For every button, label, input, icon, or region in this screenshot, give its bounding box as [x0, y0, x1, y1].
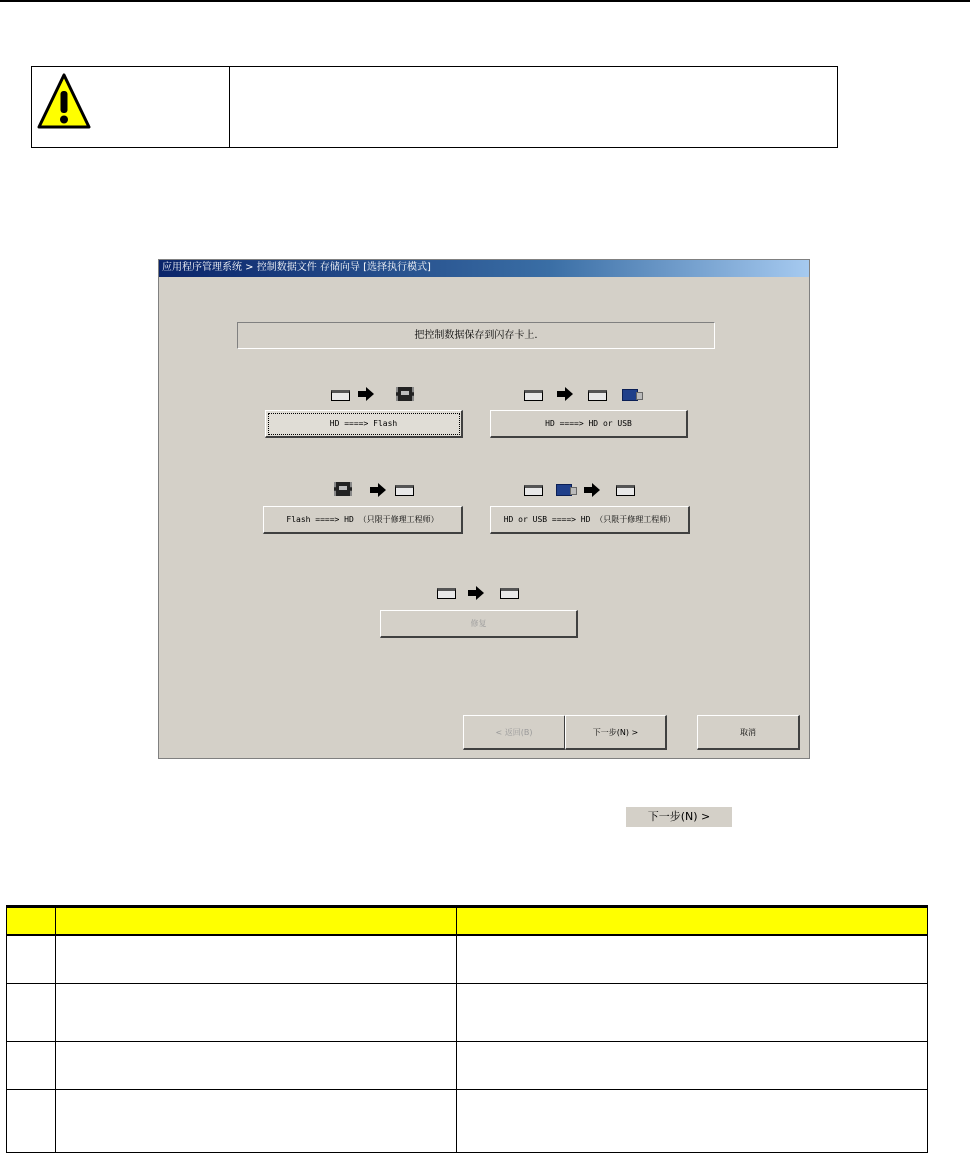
table-cell	[456, 1089, 928, 1152]
usb-drive-icon	[556, 484, 572, 496]
back-button[interactable]: < 返回(B)	[463, 715, 566, 750]
table-row	[7, 935, 928, 983]
flash-chip-icon	[396, 387, 414, 401]
table-row	[7, 1089, 928, 1152]
warning-box	[31, 66, 838, 148]
next-button[interactable]: 下一步(N) >	[565, 715, 667, 750]
description-table	[6, 905, 928, 1153]
right-arrow-icon	[370, 483, 386, 497]
hard-drive-icon	[524, 485, 543, 496]
cancel-button[interactable]: 取消	[697, 715, 800, 750]
table-cell	[55, 935, 456, 983]
table-header-cell	[456, 907, 928, 936]
hard-drive-icon	[395, 485, 414, 496]
hd-or-usb-to-hd-button[interactable]: HD or USB ====> HD （只限于修理工程师）	[490, 506, 690, 534]
hard-drive-icon	[524, 390, 543, 401]
table-cell	[456, 935, 928, 983]
hard-drive-icon	[616, 485, 635, 496]
hd-to-flash-button[interactable]: HD ====> Flash	[265, 410, 463, 438]
hard-drive-icon	[331, 390, 350, 401]
dialog-title: 应用程序管理系统 > 控制数据文件 存储向导 [选择执行模式]	[162, 262, 431, 273]
right-arrow-icon	[557, 387, 573, 401]
warning-triangle-icon	[36, 71, 92, 133]
table-header-cell	[7, 907, 56, 936]
table-cell	[7, 935, 56, 983]
hard-drive-icon	[437, 588, 456, 599]
table-cell	[456, 983, 928, 1041]
table-cell	[55, 1041, 456, 1089]
usb-drive-icon	[622, 389, 638, 401]
right-arrow-icon	[584, 483, 600, 497]
hard-drive-icon	[588, 390, 607, 401]
hd-to-hd-or-usb-button[interactable]: HD ====> HD or USB	[490, 410, 688, 438]
table-cell	[456, 1041, 928, 1089]
warning-box-divider	[229, 66, 230, 148]
table-cell	[55, 983, 456, 1041]
table-header-cell	[55, 907, 456, 936]
table-cell	[7, 983, 56, 1041]
right-arrow-icon	[358, 387, 374, 401]
flash-to-hd-button[interactable]: Flash ====> HD （只限于修理工程师）	[263, 506, 463, 534]
right-arrow-icon	[468, 586, 484, 600]
table-header-row	[7, 907, 928, 936]
table-cell	[55, 1089, 456, 1152]
table-cell	[7, 1041, 56, 1089]
page-top-rule	[0, 0, 970, 2]
flash-chip-icon	[334, 482, 352, 496]
dialog-message: 把控制数据保存到闪存卡上.	[237, 322, 715, 349]
table-row	[7, 983, 928, 1041]
hard-drive-icon	[500, 588, 519, 599]
table-row	[7, 1041, 928, 1089]
table-cell	[7, 1089, 56, 1152]
inline-next-button-image: 下一步(N) >	[626, 807, 732, 827]
repair-button[interactable]: 修复	[380, 610, 578, 638]
